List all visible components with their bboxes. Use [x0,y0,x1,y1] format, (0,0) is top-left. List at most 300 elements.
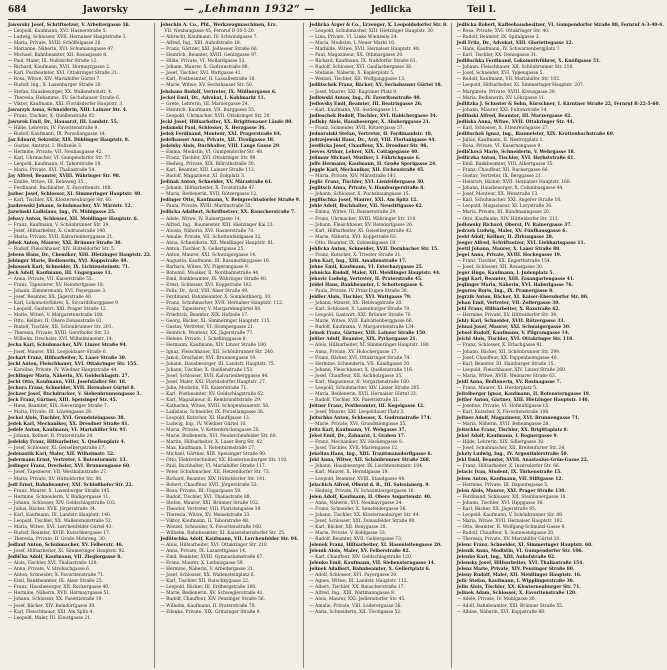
directory-entry: — Hermine, Schneiderin, VII. Kandlgasse 20. [309,361,411,367]
directory-entry: — Josef, Hilfsarbeiter, X. Gudrunstraße 140. [8,228,107,234]
directory-entry: Jeitner Adolf, Magazineur, XVI. Brunnengasse 71. [456,416,580,422]
directory-entry: — Josef, Schlosser, XI. Geiselbergstraße 17. [8,446,106,452]
directory-entry: — Helene, Private, I. Schellinggasse 8. [160,337,247,343]
directory-entry: Jedlicka Adalbert, Schriftsetzer, XX. Rauscherstraße 7. [160,210,296,216]
directory-entry: — Leopold, Gastwirt, XXI. Brünner Straße 70. [309,313,412,319]
directory-entry: — Stefanie, Näherin, X. Keplerplatz 5. [309,71,395,77]
directory-entry: — Anna, Schneiderin, XII. Tivoligasse 52. [309,609,402,615]
directory-entry: Jehovic Ludwig, Vertreter, II. Praterstraße 45. [309,276,423,282]
directory-entry: Jelacic Ivan, Student, IX. Türkenstraße 15. [456,470,562,476]
directory-entry: Jedlicka Robert, Kaffeehausbesitzer, VI. Gumpendorfer Straße 88, Fernruf A-3-40-4. [456,23,664,28]
directory-entry: Jekel Adolf, Kaufmann, I. Bognergasse 9. [456,434,559,440]
directory-entry: — Albert, Tischler, XX. Rauscherstraße 17. [309,585,405,591]
directory-entry: — Mathilde, Witwe, XVII. Hernalser Hauptstr. 48. [309,47,421,53]
directory-entry: — Katharina, Witwe, XVIII. Schopenhauerstr. 50. [160,403,270,409]
directory-entry: Jedelsky Alois, Buchhalter, VIII. Lange Gasse 29. [160,143,281,149]
directory-entry: — Paula, Private, IV. Prinz-Eugen-Straße 30. [309,289,409,295]
directory-entry: — Johann, Hilfsarbeiter, X. Troststraße 47. [160,186,256,192]
directory-entry: — Franz, Hausbesorger, XII. Ruckergasse 40. [8,585,110,591]
directory-entry: Jeglic Franz, Tischler, XVI. Lienfeldergasse 30. [309,180,425,186]
directory-entry: — Franz, Tischler, XVI. Ottakringer Str. 98. [160,156,257,162]
directory-entry: — Rudolf, Tischler, XII. Schönbrunner Str. 201. [8,325,113,331]
directory-entry: — Rudolf, Beamter, XVII. Geblergasse 73. [309,536,403,542]
directory-entry: — Paula, Private, XVIII. Martinstraße 55. [160,204,252,210]
directory-entry: — Josef, Maurer, XXI. Leopoldauer Platz 3. [309,410,405,415]
directory-entry: — Hans, Beamter, XIX. Sieveringer Straße 7. [8,403,109,409]
directory-entry: — Leopold, Magazineur, XI. Lorystraße 36. [456,204,553,210]
directory-entry: Jebschin A. Co., Pfd., Werkzeugmaschinen, Erz. [160,23,277,28]
directory-entry: — Marie, Private, XVI. Grundsteingasse 55. [309,422,407,428]
directory-entry: — Maria, Witwe, XVII. Hernalser Hauptstr. 192. [456,518,564,524]
directory-entry: — Barbara, Witwe, XV. Pilgerimgasse 9. [160,264,250,270]
directory-entry: Jawurek Emil, Dr., Hausarzt, III. Landstr. 55. [8,119,119,125]
directory-entry: Jedermann Ernst, Vertreter, I. Rotenturmstr. 13. [8,458,127,464]
directory-entry: Jehle Adolf, Buchhalter, VII. Neustiftgasse 62. [309,204,424,210]
directory-entry: — Anna, Private, XV. Holochergasse 17. [309,349,398,355]
directory-entry: — Maria, Private, XVI. Thaliastraße 54. [8,168,96,174]
directory-entry: — Maria, Modistin, I. Neuer Markt 10. [309,41,396,47]
directory-entry: Jedlinski Alfred, Beamter, III. Marxergasse 42. [456,113,572,119]
directory-entry: Jedlowski Anton, Ing., IV. Favoritenstraße 40. [309,95,422,101]
directory-entry: Jedlitschka Ferdinand, Lokomotivführer, X. Knöllgasse 51. [456,59,601,65]
directory-entry: — Theresia, Private, XV. Mariahilfer Gürtel 33. [456,536,561,542]
directory-entry: — Josef, Tapezierer, VII. Westbahnstraße 27. [8,470,108,476]
directory-entry: — Rosa, Private, XVI. Ottakringer Str. 40. [456,29,550,35]
directory-entry: — Adolf, Schlosser, XVI. Payergasse 20. [309,573,398,579]
directory-entry: — Gustav, Vertreter, IX. Berggasse 21. [456,174,543,180]
directory-entry: — Emma, Witwe, III. Reisnerstraße 29. [309,210,397,216]
directory-entry: — Karl, Kutscher, X. Favoritenstraße 198. [456,410,550,415]
directory-entry: — Stefan, Maurer, XXI. Brünner Straße 102. [160,500,260,506]
directory-entry: Jazwinski Ladislaus, Ing., IV. Mühlgasse 25. [8,210,116,216]
directory-entry: Jebens Hans, Dr., Chemiker, XIII. Hietzinger Hauptstr. 22. [8,252,152,258]
directory-entry: Jedliczka Anton, Tischler, XVI. Herbststraße 61. [456,156,575,162]
directory-entry: Jelenc Franz, Schneider, XI. Simmeringer Hauptstr. 60. [456,543,593,549]
directory-entry: — Viktor, Kaufmann, II. Taborstraße 48. [160,518,250,524]
directory-entry: Jechlinger Maria, Näherin, XV. Goldschlagstr. 27. [8,373,130,379]
directory-entry: — Franz, Maurer, XI. Herderplatz 5. [456,385,538,391]
directory-entry: — Josef, Schlosser, XXI. Donaufelder Straße 90. [309,518,416,524]
directory-entry: — Hermine, Näherin, V. Arbeitergasse 31. [160,567,255,573]
directory-entry: Jedinger Otto, Kaufmann, V. Reinprechtsdorfer Straße 9. [160,198,301,204]
directory-entry: — Josef, Chauffeur, XX. Pappenheimgasse 40. [456,355,558,361]
directory-entry: — Franz, Maurer, X. Leibnizgasse 59. [160,561,244,567]
directory-entry: — Adele, Private, IV. Mühlgasse 30. [456,597,536,603]
directory-entry: Jebousek Karl, Schneider, IX. Lichtensteinstr. 71. [8,264,130,270]
directory-entry: Jekely Ludwig, Ing., IV. Argentinierstraße 50. [456,452,569,458]
directory-entry: Jeck Franz, Gärtner, XIII. Speisinger Str. 45. [8,397,118,403]
directory-entry: Jeggle Karl, Mechaniker, XII. Eichenstraße 45. [309,168,425,174]
directory-entry: — Rudolf, Chauffeur, X. Sonnwendgasse 20. [456,530,555,536]
directory-entry: — Emil, Bankbeamter, IX. Währinger Straße 40. [160,276,268,282]
directory-entry: — Hans, Kaufmann, IV. Schwarzenbergplatz 7. [456,47,561,53]
directory-entry: Jeidler Alois, Tischler, XVI. Wattgasse 79. [309,295,412,301]
directory-entry: — Johann, Hausbesorger, IX. Liechtensteinstr. 104. [309,464,424,470]
directory-entry: Jecht Otto, Kaufmann, VIII. Josefstädter Str. 18. [8,379,127,385]
directory-entry: — Maria, Näherin, XVII. Beheimgasse 28. [456,422,550,428]
directory-entry: Jedlička Adolf, Kaufmann, VII. Zieglergasse 8. [8,555,122,561]
directory-entry: — Rudolf, Tischler, XVI. Thaliastraße 88. [160,494,251,500]
directory-entry: — Rosa, Witwe, XIV. Mariahilfer Gürtel 7. [8,77,101,83]
directory-entry: Jebek Anton, Maurer, XXI. Brünner Straße 30. [8,240,122,246]
directory-entry: — Franz, Tapezierer, V. Margaretengürtel 88. [160,307,262,313]
directory-entry: Jaworsky Josef, Schriftsetzer, V. Arbeitergasse 16. [8,23,131,28]
directory-entry: — Marie, Witwe, V. Margaretenstraße 100. [8,313,104,319]
directory-entry: — Hilde, Lehrerin, IV. Favoritenstraße 9. [8,125,99,131]
directory-entry: — Bohumil, Musiker, II. Nordbahnstraße 44. [160,270,260,276]
directory-entry: — Marie, Bedienerin, XV. Schweglerstraße 41. [160,591,264,597]
directory-entry: — Karl, Chauffeur, XIV. Goldschlagstraße 120. [309,555,413,561]
directory-entry: — Maria, Bedienerin, XV. Löhrgasse 11. [456,95,546,101]
directory-entry: Jelenz Marie, Private, XIV. Penzinger Straße 80. [456,567,575,573]
directory-entry: — Ludwig, Schlosser, XVII. Hernalser Hauptstraße 3. [8,35,127,41]
directory-entry: — Hedwig, Private, IV. Schaumburgergasse 16. [309,488,415,494]
directory-entry: Jedlowsky Richard, Oberst, IV. Rainergasse 37. [456,222,572,228]
directory-entry: — Heinrich, Bäcker, XVII. Hernalser Hauptstr. 160. [456,180,572,186]
directory-entry: — Emil, Beamter, XVIII. Gymnasiumstraße 67. [160,555,264,561]
directory-entry: — Alois, Maurer, XXI. Jedlersdorfer Str. 45. [309,597,406,603]
directory-entry: Jelem Anton, Kaufmann, VII. Stiftgasse 12. [456,476,563,482]
directory-entry: — Emil, Bankbeamter, IX. Alser Straße 25. [8,579,104,585]
directory-entry: — Josefine, Private, VI. Hofmühlgasse 15. [456,403,550,409]
directory-entry: — Georg, Bäcker, XI. Simmeringer Hauptstr. 115. [160,319,271,325]
directory-entry: Jedlitschek Franz, Bäcker, XV. Sechshauser Gürtel 18. [309,83,443,89]
directory-entry: — Hermine, Private, III. Dapontegasse 5. [456,482,549,488]
directory-entry: — Josef, Beamter, XX. Jägerstraße 40. [8,295,93,301]
directory-entry: — Josef, Schuhmacher, XII. Breitenfurter Str. 24. [456,446,566,452]
directory-entry: — Josef, Schlosser, XVII. Kalvarienberggasse 44. [160,373,269,379]
directory-entry: — Franz, Schuhmacher, XVII. Hernalser Hauptstr. 112. [160,301,284,307]
directory-entry: — Leopold, Kaufmann, XVI. Hasnerstraße 5. [8,29,107,35]
directory-entry: — Johann, Hausbesorger, X. Columbusgasse 44. [456,186,564,192]
directory-entry: — Julius, Kaufmann, II. Nestroyplatz 1. [456,137,544,143]
directory-entry: — Hermann, Kaufmann, XIV. Linzer Straße 180. [160,343,268,349]
column-1 [8,23,155,668]
directory-entry: — Stefan, Hausbesorger, XX. Wallensteinstr. 4. [8,89,113,95]
directory-entry: Jedek Ferdinand, Monteur, XXI. Pragerstraße 64. [160,131,282,137]
directory-entry: — Leopold, Schuhmacher, XIV. Linzer Straße 205. [309,385,421,391]
directory-entry: Jedlitschek Ignaz, Ing., Baumeister, XIX. Krottenbachstraße 60. [456,131,615,137]
directory-entry: — Wenzel, Schneider, X. Favoritenstraße 160. [160,524,263,530]
directory-entry: — Ludwig, Ing., IV. Wiedner Gürtel 10. [160,422,247,428]
directory-entry: — Franz, Schneider, X. Senefeldergasse 36. [309,506,407,512]
directory-entry: — Johann, Hausbesorger, III. Landstr. Hauptstr. 75. [160,361,276,367]
directory-entry: — Franz, Uhrmacher, XVIII. Währinger Str. 114. [309,216,417,222]
directory-entry: Jedelhauser Anna, Private, XII. Tivoligasse 18. [160,137,275,143]
directory-entry: — Karl, Beamter, III. Hainburger Straße 15. [456,361,555,367]
directory-entry: — Richard, Beamter, XIV. Hütteldorfer Str. 141. [160,476,267,482]
directory-entry: Jelenik Anna, Modistin, VI. Gumpendorfer Str. 106. [456,549,583,555]
directory-entry: — Josef, Schlosser, XX. Wallensteinplatz 6. [160,573,255,579]
directory-entry: Jechura Franz, Schneider, XVII. Hernalser Gürtel 8. [8,385,136,391]
directory-entry: — Franz, Bäcker, XVI. Ottakringer Straße 74. [309,355,411,361]
column-2 [160,23,304,668]
directory-entry: — Karl, Bäcker, XII. Bonygasse 28. [309,524,387,530]
directory-entry: — Alois, Hilfsarbeiter, XI. Simmeringer Hauptstr. 180. [309,343,430,349]
directory-entry: — Heinrich, Beamter, XVIII. Gentzgasse 97. [160,53,258,59]
directory-entry: — Johann, Maurer, XXI. Fultonstraße 14. [456,107,548,113]
directory-entry: — Friedrich, Beamter, XIX. Hofzeile 17. [160,313,249,319]
directory-entry: Jeckl Josef, Hilfsarbeiter, XX. Brigittenauer Lände 80. [160,119,293,125]
directory-entry: — Johann, Schlosser, X. Puchsbaumgasse 15. [309,192,410,198]
directory-entry: — Theresia, Witwe, XV. Meiselstraße 33. [160,512,251,518]
directory-entry: — Michael, Gärtner, XIII. Speisinger Straße 90. [160,452,267,458]
directory-entry: Jay Alfred, Beamter, XVIII. Währinger Str. 98. [8,174,121,180]
directory-entry: — Anna, Private, VII. Kaiserstraße 55. [8,276,94,282]
directory-entry: Jednoralski Stefan, Vertreter, II. Ferdinandstr. 18. [309,131,433,137]
directory-entry: — Maria, Private, XVII. Kalvarienberggasse 21. [8,234,114,240]
directory-entry: — Amalie, Private, VIII. Lederergasse 26. [309,603,402,609]
left-catchword: Jaworsky [82,5,128,15]
directory-entry: — Michael, Bahnbeamter, XII. Rosasgasse 8. [8,53,108,59]
directory-entry: — Richard, Kaufmann, IX. Nußdorfer Straße 61. [309,59,417,65]
directory-entry: — Gustav, Vertreter, VI. Stumpergasse 21. [160,325,255,331]
directory-entry: — Wilhelm, Kaufmann, II. Praterstraße 70. [160,603,256,609]
directory-entry: — Paul, Maler, IX. Nußdorfer Straße 12. [8,59,98,65]
directory-entry: — Karl, Beamter, XIII. Lainzer Straße 112. [160,168,256,174]
directory-entry: — Josef, Chauffeur, XII. Aichholzgasse 35. [309,373,403,379]
directory-entry: — Karl, Postbeamter, XVI. Ottakringer Straße 31. [8,71,119,77]
directory-entry: Jeedlicka Josef, Chauffeur, XX. Dresdner Str. 96. [309,143,428,149]
directory-entry: Jeitner Franz, Postbeamter, III. Kegelgasse 12. [309,403,425,409]
directory-entry: — Karl, Magazineur, II. Vorgartenstraße 160. [309,379,411,385]
directory-entry: — Alfred, Ing., Baumeister, XIII. Hietzinger Kai 23. [160,222,274,228]
directory-entry: Jeglitsch Anna, Private, V. Hamburgerstraße 8. [309,186,425,192]
directory-entry: — Franz, Mechaniker, XV. Hackengasse 8. [309,440,404,446]
directory-entry: Jeitelberger Ignaz, Kaufmann, II. Rotensterngasse 19. [456,391,591,397]
directory-entry: — Rosa, Private, VI. Kasernengasse 9. [456,143,542,149]
directory-entry: — Karl, Maurer, X. Herndlgasse 19. [309,470,389,476]
directory-entry: — Franz, Gärtner, XXI. Jedleseer Straße 60. [160,47,258,53]
directory-entry: — Marie, Witwe, XVII. Kalvarienberggasse 66. [309,319,414,325]
directory-entry: Jedliska Anna, Witwe, XVII. Ottakringer Str. 44. [456,119,575,125]
directory-entry: Jeitler Adolf, Beamter, XIX. Pyrkergasse 21. [309,337,418,343]
directory-entry: — Hermine, Näherin, XVII. Hormayrgasse 51. [8,591,111,597]
directory-entry: — Leopold, Kaufmann, V. Schönbrunner Str. 88. [456,512,564,518]
directory-entry: — Josef, Tischler, XVII. Mariengasse 12. [309,446,399,452]
directory-entry: Jedinger Franz, Drechsler, XVI. Brunnengasse 60. [8,464,131,470]
directory-entry: — Julie, Modistin, VII. Kaiserstraße 71. [160,385,248,391]
directory-entry: — Margarete, Private, XVIII. Kreuzgasse 39. [456,89,557,95]
directory-entry: — Theresia, Hebamme, XV. Sechshauser Straße 6. [8,95,121,101]
directory-entry: Jehlicka Anton, Schneider, XVII. Dornbacher Str. 15. [309,246,439,252]
directory-entry: Jelenek Franz, Hilfsarbeiter, XI. Hasenleitengasse 20. [309,543,442,549]
directory-entry: — Rudolf, Kaufmann, VII. Mariahilfer Str. 102. [456,77,561,83]
directory-entry: — Anton, Tischler, X. Gellertgasse 25. [160,246,245,252]
directory-entry: — Josef, Tischler, XVI. Wattgasse 41. [160,71,242,77]
directory-entry: — Marie, Bedienerin, XVI. Neulerchenfelder Str. 60. [160,434,277,440]
directory-entry: — Gustav, Amtsrat, I. Wollzeile 3. [8,143,83,149]
directory-entry: — Johann, Schlosser, XX. Pasettistraße 19. [8,597,103,603]
directory-entry: — Emma, Modistin, VI. Gumpendorfer Str. 48. [160,149,264,155]
directory-entry: Jedličková Marie, Schneiderin, V. Wehrgasse 18. [456,149,576,155]
directory-entry: — Zdenka, Private, XIX. Grinzinger Straße 9. [160,609,261,615]
directory-entry: Jedenastik Karl, Maler, XII. Wilhelmstr. 52. [8,452,115,458]
directory-entry: — Franz, Schlosser, X. Erlachgasse 91. [456,343,544,349]
directory-title: — „Lehmann 1932“ — [183,4,315,15]
directory-entry: Jeitler Anton, Gärtner, XIII. Hietzinger Hauptstr. 140. [456,397,590,403]
directory-entry: — Rudolf, Schlosser, XVI. Gaullachergasse 38. [309,65,413,71]
directory-entry: — Theresia, Private, II. Große Mohreng. 30. [8,536,107,542]
directory-entry: Jaworzyk Anna, Schneiderin, XIII. Lainzer Str. 4. [8,107,128,113]
directory-entry: Jeckel Alois, Tischler, XVI. Grundsteingasse 38. [8,416,125,422]
directory-entry: — Leopold, Beamter, XVIII. Staudgasse 44. [309,476,406,482]
directory-entry: Jeleny Rudolf, Maler, XII. Meidlinger Hauptstr. 16. [456,573,582,579]
directory-entry: Jedl Ernst, Bahnbeamter, XXI. Schloßhofer Str. 22. [8,482,134,488]
directory-entry: — Karl, Kaufmann, VII. Seidengasse 11. [309,107,399,113]
directory-entry: Jeeger Alfred, Schriftsetzer, XVI. Liebhartsgasse 11. [456,240,586,246]
directory-entry: — Leopold, Tischler, XX. Wallensteinstraße 52. [8,518,113,524]
directory-entry: — Hedwig, Private, XIX. Billrothstraße 30. [160,162,256,168]
directory-entry: — Josef, Bäcker, XIV. Reindorfgasse 39. [8,603,96,609]
directory-entry: — Leopold, Gastwirt, XXI. Prager Straße 12. [8,307,108,313]
directory-entry: — Anna, Schneiderin, XII. Meidlinger Hauptstr. 81. [160,240,275,246]
directory-entry: — Ignaz, Fleischhauer, XII. Schönbrunner Str. 240. [160,349,275,355]
directory-entry: — Rudolf, Kaufmann, IX. Porzellangasse 14. [8,131,106,137]
directory-entry: Jedinak Anton, Schneider, XV. Märzstraße 61. [160,180,273,186]
directory-entry: Jeglinger Maria, Näherin, XVI. Haberlgasse 76. [456,283,574,289]
directory-entry: Jazdzewski Johann, Schuhmacher, XV. Märzstr. 12. [8,204,133,210]
directory-entry: — Heinrich, Monteur, XX. Jägerstraße 77. [160,331,254,337]
directory-entry: — Maria, Private, XVIII. Schöffelgasse 26. [8,41,102,47]
directory-entry: — Franz, Tapezierer, XV. Reindorfgasse 18. [8,283,105,289]
directory-entry: Jeffe Hermann, Kaufmann, II. Große Sperlgasse 24. [309,162,437,168]
directory-entry: Jehnicka Rudolf, Maler, XII. Meidlinger Hauptstr. 44. [309,270,441,276]
directory-entry: Jedrzejewski Hans, Dr., Arzt, VIII. Florianigasse 44. [309,137,436,143]
directory-entry: Jehan Emil, Vertreter, VII. Zollergasse 30. [456,301,560,307]
directory-entry: — Johann, Fleischhauer, X. Quellenstraße 116. [309,367,414,373]
directory-entry: Jedlsky Alois, Hausbesorger, X. Absberggasse 21. [309,119,431,125]
directory-entry: Jelen Alois, Maurer, XXI. Prager Straße 130. [456,488,566,494]
directory-entry: — Emilie, Witwe, III. Rennweg 35. [8,180,85,186]
directory-entry: Jechzer Josef, Buchdrucker, V. Siebenbrunnengasse 3. [8,391,141,397]
directory-entry: Jedl Fritz, Dr., Advokat, XIII. Gloriettegasse 12. [456,41,574,47]
column-3 [309,23,451,668]
directory-entry: Jedrzek Ludwig, Maler, XV. Fünfhausgasse 6. [456,228,567,234]
directory-entry: — Anna, Private, V. Strobachgasse 6. [8,567,91,573]
directory-entry: — Otto, Kellner, II. Obere Donaustraße 61. [8,319,104,325]
directory-entry: — Josef, Maurer, XXI. Leopoldauer Straße 6. [8,349,108,355]
directory-entry: Jelensky Josef, Hilfsarbeiter, XVI. Thaliastraße 154. [456,561,584,567]
directory-entry: Jeger Hugo, Kaufmann, I. Judenplatz 5. [456,270,555,276]
directory-entry: — Rudolf, Fleischhauer, XIV. Hütteldorfer Str. 5. [8,246,116,252]
directory-entry: — Leopold, Kaufmann, II. Taborstraße 19. [8,162,102,168]
directory-entry: Jeebl Adolf, Kellner, II. Zirkusgasse 28. [456,234,554,240]
directory-entry: — Karl, Schlosser, X. Laxenburger Straße 79. [309,307,411,313]
directory-entry: — Marie, Private, V. Kohlgasse 33. [309,530,387,536]
directory-entry: Jehly Karl, Schneider, XVII. Rötzergasse 33. [456,319,565,325]
directory-entry: Jegrzik Anton, Bäcker, XI. Kaiser-Ebersdorfer Str. 80. [456,295,589,301]
directory-entry: — Leopold, Schuhmacher, XIII. Hietzinger Hauptstr. 30. [309,29,435,35]
directory-entry: — Jakob, Drechsler, XVI. Brunnengasse 19. [160,355,257,361]
directory-entry: — Johann, Fleischhauer, XV. Reindorfgasse 26. [309,222,414,228]
directory-entry: Jehnal Josef, Maurer, XXI. Schwaigergasse 30. [456,325,571,331]
directory-entry: — Marianne, Näherin, XVI. Schumanngasse 47. [8,47,115,53]
directory-entry: — Johann, Fleischhauer, XII. Schönbrunner Str. 210. [456,65,574,71]
directory-entry: Jelenko Karl, Ing., XIII. Auhofstraße 92. [456,555,556,561]
directory-entry: — Otto, Beamter, II. Wolfgang-Schmälzl-Gasse 8. [456,524,566,530]
directory-entry: Jedlauf Anton, Schuhmacher, XV. Felberstr. 46. [8,543,124,549]
directory-entry: — Alois, Tischler, XVI. Thaliastraße 120. [8,561,98,567]
directory-entry: Jegel Anna, Private, XVIII. Hockegasse 19. [456,252,562,258]
directory-entry: Jekelius Hans, Ing., XIII. Trauttmansdorffgasse 6. [309,452,433,458]
directory-entry: — Lina, Private, VI. Linke Wienzeile 24. [309,35,398,41]
directory-entry: — Anna, Näherin, XVI. Neumayrgasse 24. [309,500,403,506]
directory-entry: — Franz, Tischler, XX. Engerthstraße 154. [456,258,552,264]
directory-entry: — Rosa, Private, III. Ungargasse 59. [160,488,242,494]
directory-entry: — Ferdinand, Schlosser, XII. Steinbauergasse 18. [456,494,567,500]
directory-entry: — Franz, Maurer, X. Laxenburger Straße 145. [8,488,111,494]
directory-entry: Jeettl Johann, Maurer, X. Laaer Straße 88. [456,246,561,252]
directory-entry: — Karl, Tischler, XX. Klosterneuburger Str. 66. [8,198,113,204]
directory-entry: — Albine, Näherin, XVI. Koppstraße 88. [456,609,546,615]
directory-entry: Jeeves Arthur, Lehrer, XIX. Cottagegasse 40. [309,149,419,155]
directory-entry: Jeitschko Anton, Schlosser, X. Gudrunstraße 174. [309,416,432,422]
directory-entry: Jelenko Emil, Kaufmann, VII. Siebensterngasse 14. [309,561,436,567]
directory-entry: — Anna, Private, IX. Lazarettgasse 14. [160,549,247,555]
entry-columns [8,23,664,668]
directory-entry: — Albrecht, Kaufmann, IV. Schwindgasse 7. [160,35,258,41]
directory-entry: — Josef, Maler, XXI. Floridsdorfer Hauptstr. 27. [160,379,267,385]
directory-entry: — Maria, Private, III. Löwengasse 29. [8,410,93,415]
directory-entry: — Theodor, Vertreter, VIII. Piaristengasse 19. [160,506,262,512]
directory-entry: — Johann, Kellner, II. Praterstraße 24. [8,434,94,440]
directory-entry: — Adele, Witwe, IV. Rainergasse 14. [160,216,242,222]
directory-entry: — Leopold, Uhrmacher, XVII. Ottakringer Str. 20. [160,113,271,119]
directory-entry: Jehsel Rudolf, Kaufmann, V. Pilgramgasse 14. [456,331,570,337]
directory-entry: — Anton, Schneider, X. Favoritenstraße 71. [8,573,105,579]
part-label: Teil I. [467,5,496,15]
directory-entry: Jebavy Anton, Schlosser, XII. Meidlinger Hauptstr. 6. [8,216,139,222]
directory-entry: — Otto, Beamter, IX. Sobieskigasse 18. [309,240,397,246]
directory-entry: Jedloschek Rudolf, Tischler, XVI. Habichergasse 34. [309,113,438,119]
page-number: 684 [8,5,27,15]
directory-entry: Jehl Franz, Hilfsarbeiter, X. Raxstraße 62. [456,307,560,313]
directory-entry: — Augustin, Kaufmann, III. Rasumofskygasse 16. [160,258,271,264]
directory-entry: — Franz, Kaufmann, V. Schönbrunner Str. 39. [8,222,110,228]
directory-entry: Jech Adolf, Kaufmann, III. Ungargasse 11. [8,270,113,276]
directory-entry: Jedelsky Franz, Hilfsarbeiter, X. Quellenplatz 4. [8,440,126,446]
directory-entry: Jeitz Karl, Kaufmann, VI. Webgasse 37. [309,428,407,434]
directory-entry: Jedlicka Ärger & Co., Erzeuger, X. Leopoldsdorfer Str. 8. [309,23,448,28]
directory-entry: — Theresia, Private, XVIII. Gersthofer Str. 33. [8,331,111,337]
directory-entry: Jelachich Alfred, Oberst d. R., III. Salesianerg. 9. [309,482,430,488]
directory-entry: — Franz, Hilfsarbeiter, X. Inzersdorfer Str. 66. [456,464,561,470]
directory-entry: — Franz, Schneider, XVII. Rötzergasse 57. [309,125,404,131]
directory-entry: — Josef, Maurer, XXI. Kagraner Platz 9. [309,89,398,95]
directory-entry: Jedek Karl, Mechaniker, XX. Dresdner Straße 81. [8,422,129,428]
directory-entry: — Johann, Zimmermann, XVI. Payergasse 3. [8,289,107,295]
directory-entry: — Karl, Schlosser, X. Ettenreichgasse 27. [456,125,549,131]
directory-entry: Jazbec Josef, Schlosser, XI. Simmeringer Hauptstr. 40. [8,192,142,198]
directory-entry: — Karl, Tischler, XII. Ratschkygasse 22. [160,579,250,585]
directory-entry: — Leopold, Hilfsarbeiter, XI. Simmeringer Hauptstr. 207. [456,83,585,89]
directory-entry: Jeckel Emil, Dr., Advokat, I. Kohlmarkt 11. [160,95,266,101]
directory-entry: — Karl, Schuhmacher, XXI. Angerer Straße 18. [456,198,562,204]
directory-entry: — Johann, Tischler, XX. Klosterneuburger Str. 44. [309,512,420,518]
directory-entry: Jegorow Boris, Ing., IX. Pramergasse 8. [456,289,554,295]
directory-entry: — Viktor, Kaufmann, XXI. Floridsdorfer Hauptstr. 3. [8,101,124,107]
directory-entry: — Rudolf, Beamter, XVIII. Kutschkergasse 17. [8,530,111,536]
directory-entry: — Leopold, Maler, III. Kleistgasse 21. [8,615,92,621]
directory-entry: Jedlovsky Emil, Beamter, III. Beatrixgasse 26. [309,101,423,107]
directory-entry: — Johann, Bäcker, XII. Schönbrunner Str. 299. [456,349,561,355]
directory-entry: Jedamski Paul, Schlosser, X. Herzgasse 36. [160,125,266,131]
directory-entry: — Johann, Schlosser, XIV. Goldschlagstraße 103. [8,500,117,506]
directory-entry: — Karoline, Private, IV. Wiedner Hauptstraße 44. [8,367,118,373]
directory-entry: — Franz, Chauffeur, XII. Ruckergasse 66. [456,168,550,174]
directory-entry: Jelinek Adam, Schlosser, X. Favoritenstraße 120. [456,591,577,597]
